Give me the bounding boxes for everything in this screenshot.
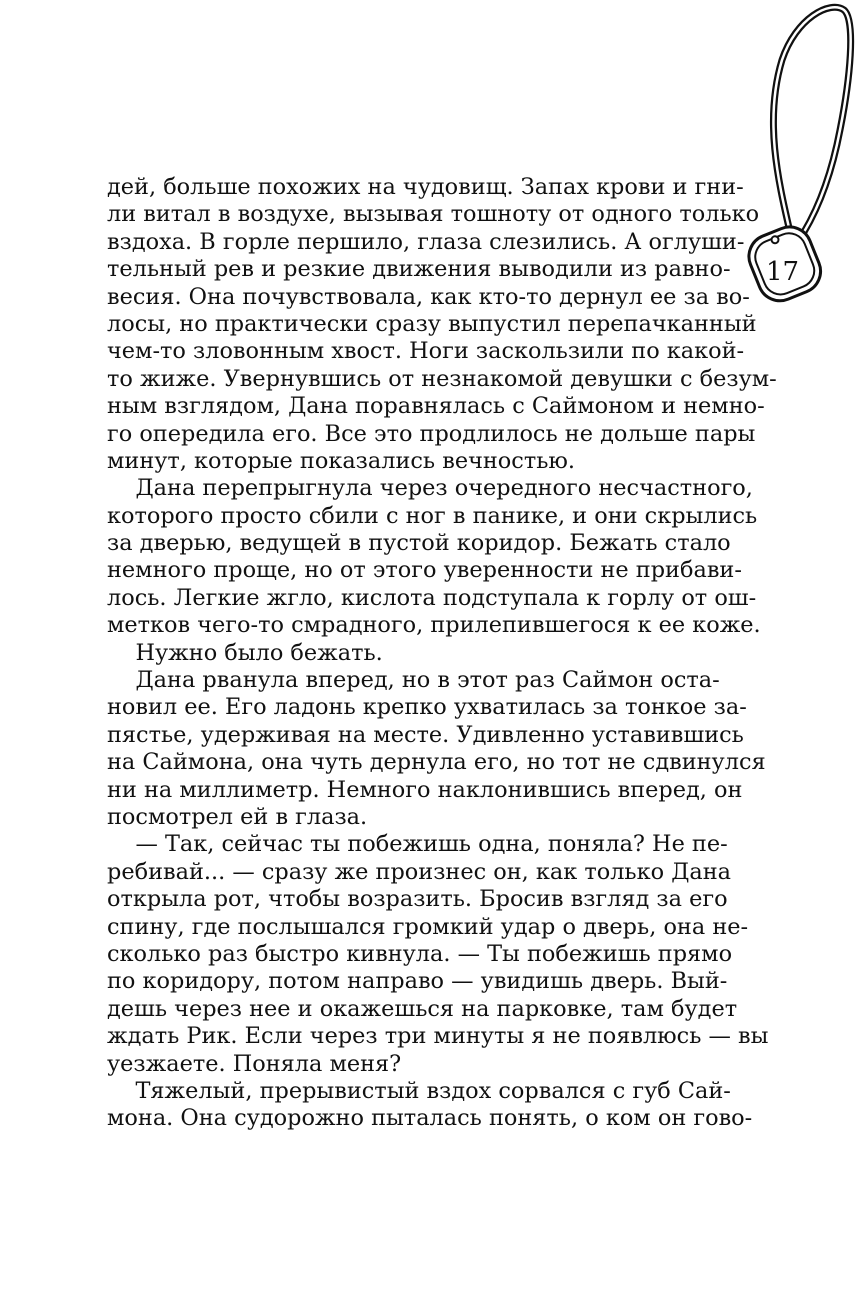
page-number: 17 [766,257,800,287]
text-line: Дана рванула вперед, но в этот раз Саймон оста- [107,667,720,694]
text-line: Нужно было бежать. [107,639,383,666]
text-line: которого просто сбили с ног в панике, и они скрылись [107,502,758,529]
text-line: немного проще, но от этого уверенности не прибави- [107,557,742,584]
text-line: то жиже. Увернувшись от незнакомой девушки с безум- [107,365,777,392]
text-line: лосы, но практически сразу выпустил перепачканный [107,310,757,337]
text-line: чем-то зловонным хвост. Ноги заскользили по какой- [107,338,745,365]
dog-tag-page-marker [738,0,856,310]
text-line: на Саймона, она чуть дернула его, но тот не сдвинулся [107,749,766,776]
body-text [107,174,777,1133]
text-line: посмотрел ей в глаза. [107,803,368,830]
text-line: — Так, сейчас ты побежишь одна, поняла? Не пе- [107,831,728,858]
text-line: открыла рот, чтобы возразить. Бросив взгляд за его [107,886,728,913]
text-line: лось. Легкие жгло, кислота подступала к горлу от ош- [107,584,757,611]
text-line: дешь через нее и окажешься на парковке, там будет [107,995,738,1022]
text-line: спину, где послышался громкий удар о дверь, она не- [107,913,749,940]
text-line: весия. Она почувствовала, как кто-то дернул ее за во- [107,283,750,310]
text-line: ждать Рик. Если через три минуты я не появлюсь — вы [107,1023,769,1050]
text-line: дей, больше похожих на чудовищ. Запах крови и гни- [107,174,744,200]
text-line: тельный рев и резкие движения выводили из равно- [107,256,731,283]
text-line: за дверью, ведущей в пустой коридор. Бежать стало [107,530,731,557]
text-line: Тяжелый, прерывистый вздох сорвался с губ Сай- [107,1077,731,1104]
text-line: мона. Она судорожно пыталась понять, о ком он гово- [107,1105,753,1132]
text-line: пястье, удерживая на месте. Удивленно уставившись [107,721,744,748]
text-line: новил ее. Его ладонь крепко ухватилась за тонкое за- [107,694,747,721]
text-line: вздоха. В горле першило, глаза слезились. А оглуши- [107,228,745,255]
dog-tag-icon [738,0,856,310]
text-line: Дана перепрыгнула через очередного несчастного, [107,475,753,502]
text-line: метков чего-то смрадного, прилепившегося к ее коже. [107,612,761,639]
text-line: го опередила его. Все это продлилось не дольше пары [107,420,756,447]
text-line: ни на миллиметр. Немного наклонившись вперед, он [107,776,743,803]
text-line: ребивай... — сразу же произнес он, как только Дана [107,858,732,885]
text-line: ли витал в воздухе, вызывая тошноту от одного только [107,201,760,228]
text-line: уезжаете. Поняла меня? [107,1050,402,1077]
text-line: ным взглядом, Дана поравнялась с Саймоном и немно- [107,393,765,420]
text-line: сколько раз быстро кивнула. — Ты побежишь прямо [107,940,733,967]
text-line: по коридору, потом направо — увидишь дверь. Вый- [107,968,728,995]
text-line: минут, которые показались вечностью. [107,447,576,474]
